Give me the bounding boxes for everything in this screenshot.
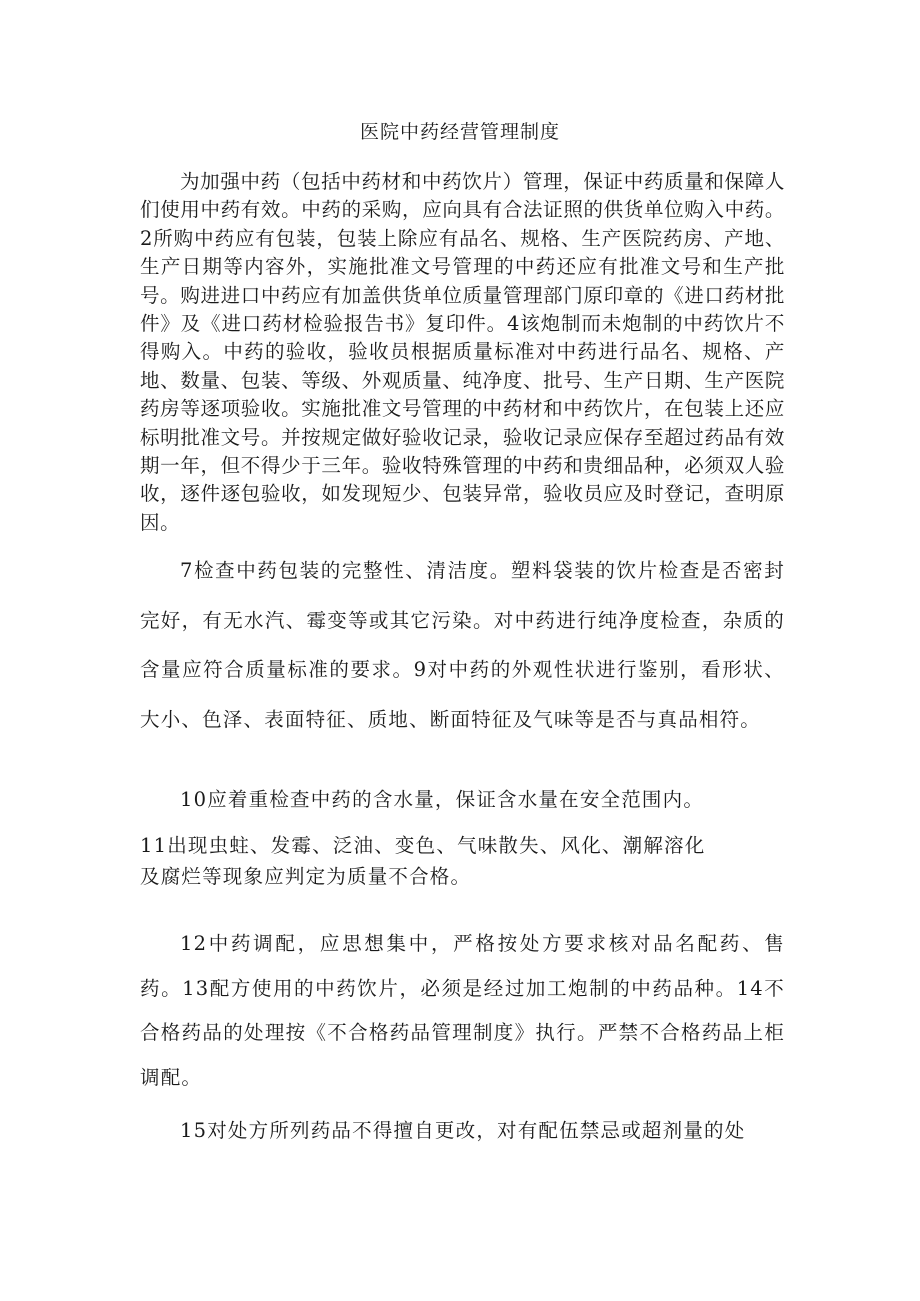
paragraph-procurement-acceptance: 为加强中药（包括中药材和中药饮片）管理，保证中药质量和保障人们使用中药有效。中药的采购，应向具有合法证照的供货单位购入中药。2所购中药应有包装，包装上除应有品名、规格、生产医院药房、产地、生产日期等内容外，实施批准文号管理的中药还应有批准文号和生产批号。购进进口中药应有加盖供货单位质量管理部门原印章的《进口药材批件》及《进口药材检验报告书》复印件。4该炮制而未炮制的中药饮片不得购入。中药的验收，验收员根据质量标准对中药进行品名、规格、产地、数量、包装、等级、外观质量、纯净度、批号、生产日期、生产医院药房等逐项验收。实施批准文号管理的中药材和中药饮片，在包装上还应标明批准文号。并按规定做好验收记录，验收记录应保存至超过药品有效期一年，但不得少于三年。验收特殊管理的中药和贵细品种，必须双人验收，逐件逐包验收，如发现短少、包装异常，验收员应及时登记，查明原因。 <box>140 170 785 534</box>
paragraph-moisture-check: 10应着重检查中药的含水量，保证含水量在安全范围内。 <box>180 788 705 811</box>
paragraph-quality-defects-line-1: 11出现虫蛀、发霉、泛油、变色、气味散失、风化、潮解溶化 <box>140 834 706 857</box>
paragraph-quality-defects <box>140 830 785 892</box>
paragraph-prescription-changes: 15对处方所列药品不得擅自更改，对有配伍禁忌或超剂量的处 <box>180 1119 746 1142</box>
document-title: 医院中药经营管理制度 <box>359 121 560 143</box>
paragraph-packaging-inspection: 7检查中药包装的完整性、清洁度。塑料袋装的饮片检查是否密封完好，有无水汽、霉变等或其它污染。对中药进行纯净度检查，杂质的含量应符合质量标准的要求。9对中药的外观性状进行鉴别，看形状、大小、色泽、表面特征、质地、断面特征及气味等是否与真品相符。 <box>140 559 785 731</box>
paragraph-dispensing: 12中药调配，应思想集中，严格按处方要求核对品名配药、售药。13配方使用的中药饮片，必须是经过加工炮制的中药品种。14不合格药品的处理按《不合格药品管理制度》执行。严禁不合格药品上柜调配。 <box>140 932 785 1089</box>
paragraph-quality-defects-line-2: 及腐烂等现象应判定为质量不合格。 <box>140 865 472 888</box>
